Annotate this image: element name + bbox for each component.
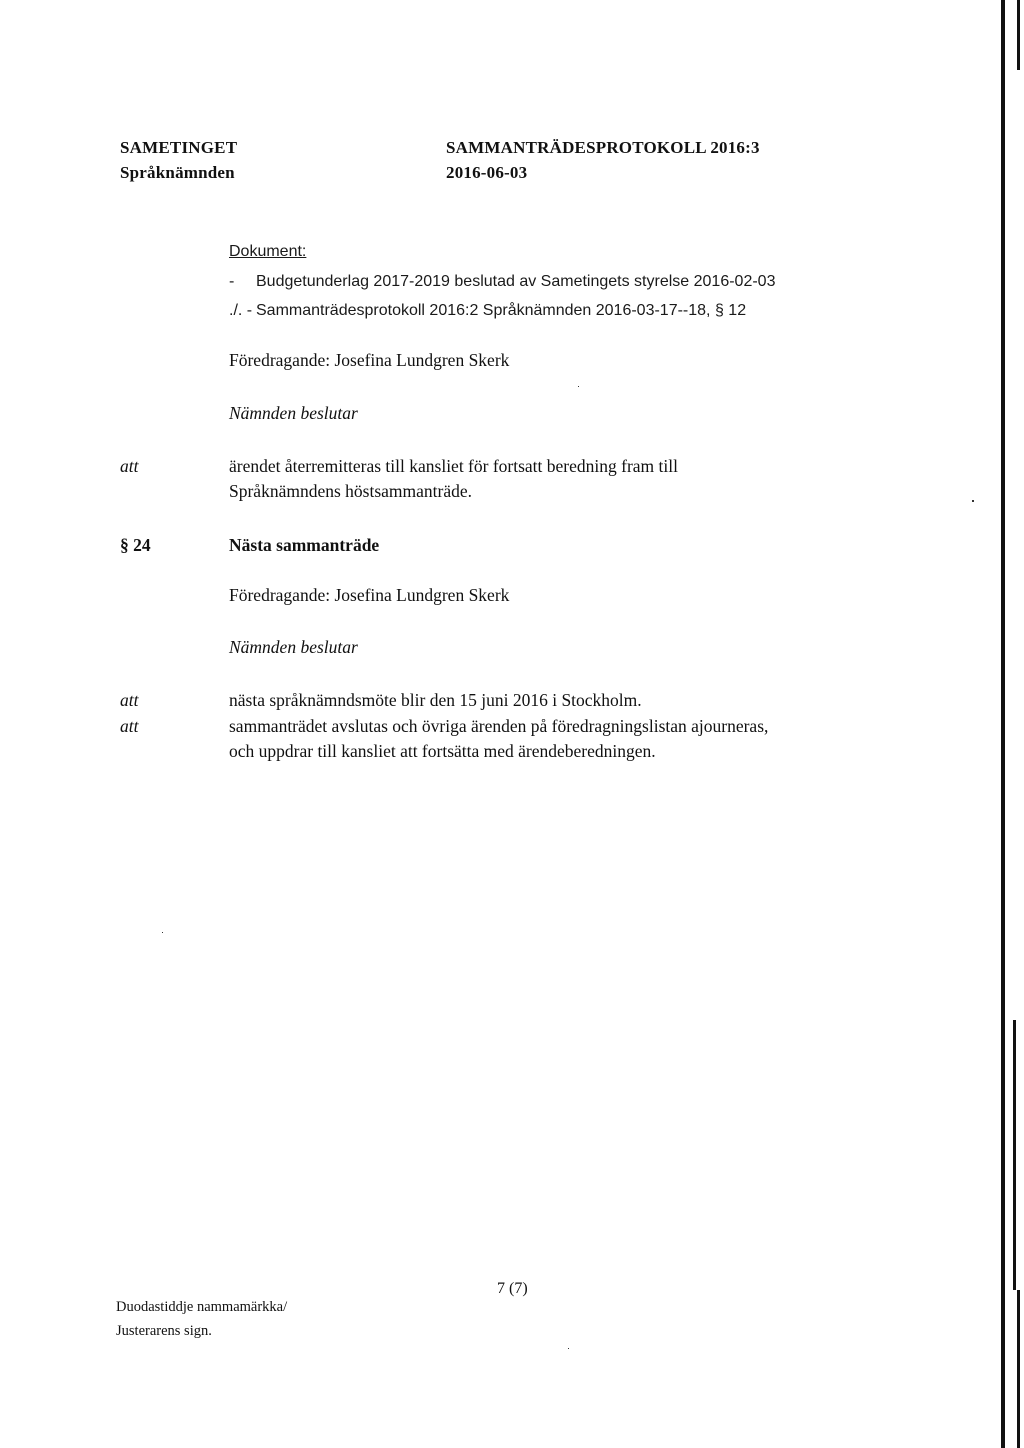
decision-text-line: nästa språknämndsmöte blir den 15 juni 2016 i Stockholm.: [229, 690, 642, 710]
signature-label-swedish: Justerarens sign.: [116, 1323, 212, 1339]
presenter-line: Föredragande: Josefina Lundgren Skerk: [229, 585, 510, 605]
decision-heading: Nämnden beslutar: [229, 403, 358, 423]
department-name: Språknämnden: [120, 163, 235, 182]
scan-speck: [578, 386, 579, 387]
signature-label-sami: Duodastiddje nammamärkka/: [116, 1299, 288, 1315]
decision-label: att: [120, 456, 139, 476]
documents-label: Dokument:: [229, 243, 307, 260]
document-item: Budgetunderlag 2017-2019 beslutad av Sametingets styrelse 2016-02-03: [256, 273, 776, 290]
decision-text-line: ärendet återremitteras till kansliet för fortsatt beredning fram till: [229, 456, 678, 476]
scan-speck: [568, 1348, 569, 1349]
document-item-prefix: -: [229, 273, 235, 290]
scan-speck: [162, 932, 163, 933]
decision-text-line: sammanträdet avslutas och övriga ärenden på föredragningslistan ajourneras,: [229, 716, 769, 736]
decision-heading: Nämnden beslutar: [229, 637, 358, 657]
document-title: SAMMANTRÄDESPROTOKOLL 2016:3: [446, 138, 760, 157]
document-item: Sammanträdesprotokoll 2016:2 Språknämnden 2016-03-17--18, § 12: [256, 302, 747, 319]
scan-edge-line: [1017, 1290, 1020, 1448]
presenter-line: Föredragande: Josefina Lundgren Skerk: [229, 350, 510, 370]
scan-speck: [972, 500, 974, 502]
org-name: SAMETINGET: [120, 138, 238, 157]
scan-edge-line: [1001, 0, 1005, 1448]
decision-text-line: och uppdrar till kansliet att fortsätta med ärendeberedningen.: [229, 741, 656, 761]
document-date: 2016-06-03: [446, 163, 528, 182]
decision-text-line: Språknämndens höstsammanträde.: [229, 481, 473, 501]
page-number: 7 (7): [497, 1280, 528, 1297]
section-number: § 24: [120, 535, 151, 555]
document-item-prefix: ./. -: [229, 302, 253, 319]
decision-label: att: [120, 716, 139, 736]
decision-label: att: [120, 690, 139, 710]
scan-edge-line: [1017, 0, 1020, 70]
scan-edge-line: [1013, 1020, 1016, 1290]
section-title: Nästa sammanträde: [229, 535, 380, 555]
